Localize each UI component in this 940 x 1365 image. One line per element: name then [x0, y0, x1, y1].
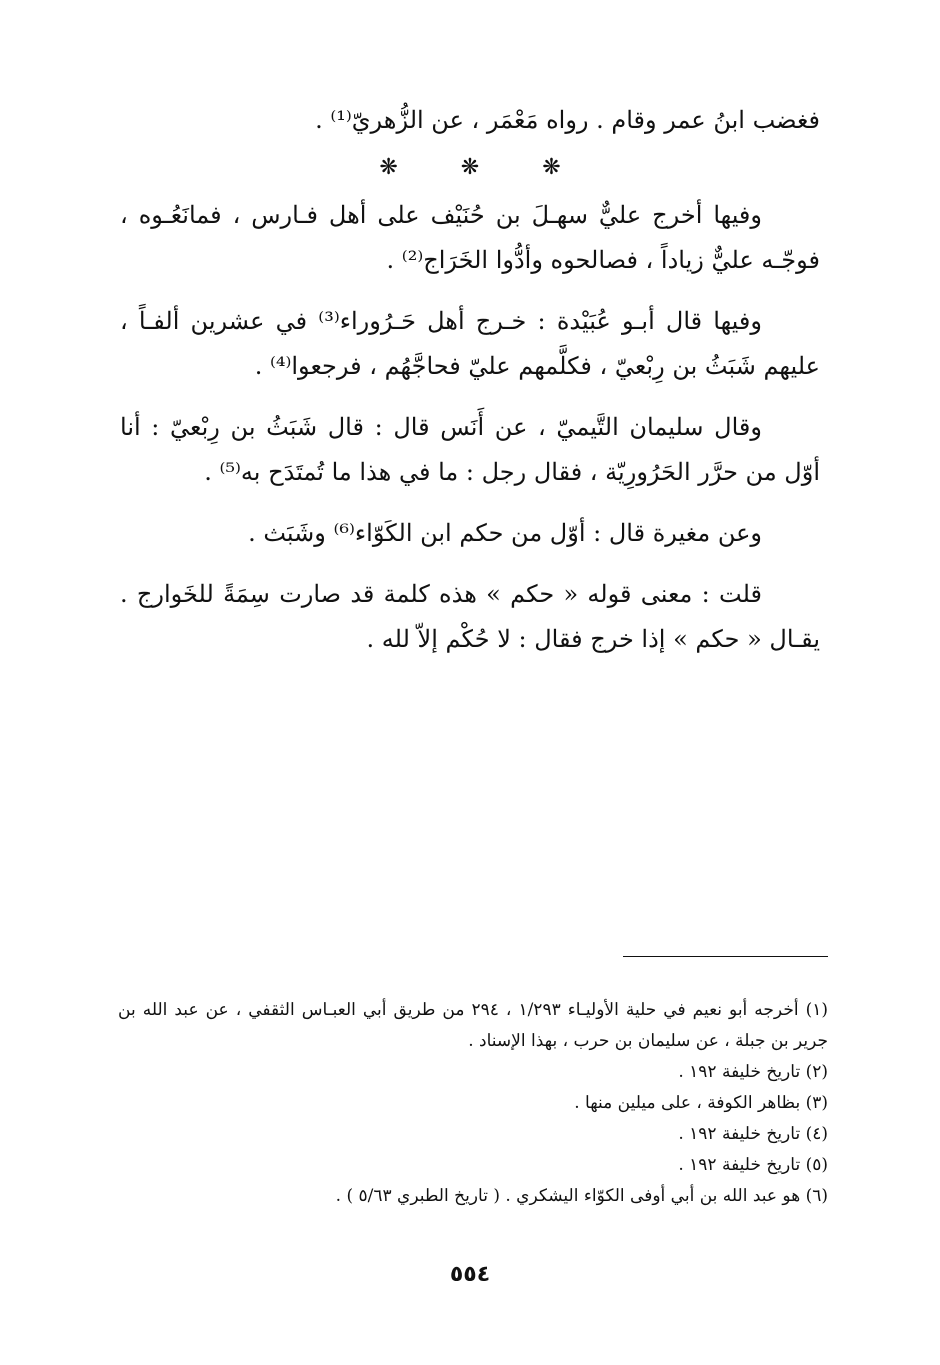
page-number: ٥٥٤: [449, 1262, 491, 1287]
footnote-2: (٢) تاريخ خليفة ١٩٢ .: [678, 1062, 828, 1082]
footnote-5: (٥) تاريخ خليفة ١٩٢ .: [678, 1155, 828, 1175]
footnote-3: (٣) بظاهر الكوفة ، على ميلين منها .: [574, 1093, 828, 1113]
paragraph-5-text: وعن مغيرة قال : أوّل من حكم ابن الكَوّاء⁽⁶⁾ وشَبَث .: [248, 519, 762, 547]
paragraph-2-text: وفيها أخرج عليٌّ سهـلَ بن حُنَيْف على أهل فـارس ، فمانَعُـوه ، فوجّـه عليٌّ زياداً ، فصالحوه وأدُّوا الخَرَاج⁽²⁾ .: [120, 201, 820, 274]
footnote-4: (٤) تاريخ خليفة ١٩٢ .: [678, 1124, 828, 1144]
paragraph-1: فغضب ابنُ عمر وقام . رواه مَعْمَر ، عن الزُّهريّ⁽¹⁾ .: [315, 106, 820, 134]
main-text: [120, 98, 820, 662]
section-separator: ❋ ❋ ❋: [379, 155, 589, 180]
footnote-6: (٦) هو عبد الله بن أبي أوفى الكوّاء اليشكري . ( تاريخ الطبري ٥/٦٣ ) .: [335, 1186, 828, 1206]
paragraph-6-text: قلت : معنى قوله « حكم » هذه كلمة قد صارت سِمَةً للخَوارج . يقـال « حكم » إذا خرج فقال : لا حُكْم إلاّ لله .: [120, 580, 820, 653]
paragraph-2: [120, 193, 820, 283]
footnote-1: (١) أخرجه أبو نعيم في حلية الأوليـاء ١/٢٩٣ ، ٢٩٤ من طريق أبي العبـاس الثقفي ، عن عبد الله بن جرير بن جبلة ، عن سليمان بن حرب ، بهذا الإسناد .: [118, 1000, 828, 1051]
paragraph-6: [120, 572, 820, 662]
footnote-divider: [623, 956, 828, 957]
paragraph-4: [120, 405, 820, 495]
paragraph-4-text: وقال سليمان التَّيميّ ، عن أَنَس قال : قال شَبَثُ بن رِبْعيّ : أنا أوّل من حرَّر الحَرُورِيّة ، فقال رجل : ما في هذا ما تُمتَدَح به⁽⁵⁾ .: [120, 413, 820, 486]
paragraph-5: [120, 511, 820, 556]
paragraph-3: [120, 299, 820, 389]
footnotes: [118, 995, 828, 1212]
paragraph-3-text: وفيها قال أبـو عُبَيْدة : خـرج أهل حَـرُوراء⁽³⁾ في عشرين ألفـاً ، عليهم شَبَثُ بن رِبْعيّ ، فكلَّمهم عليّ فحاجَّهُم ، فرجعوا⁽⁴⁾ .: [120, 307, 820, 380]
